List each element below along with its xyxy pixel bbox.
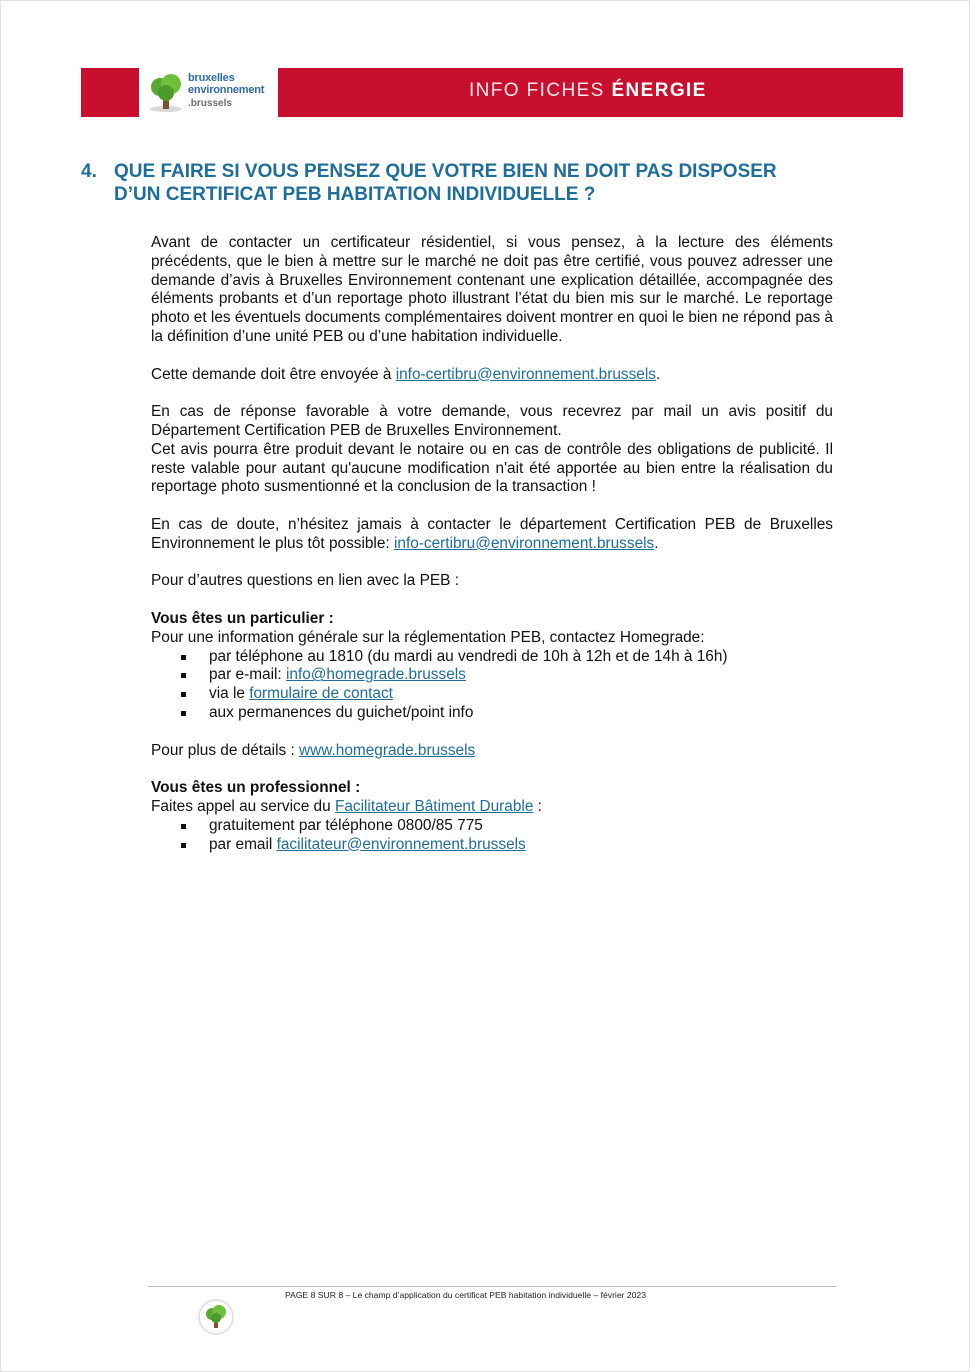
email-prefix: par e-mail: [209,666,286,684]
particulier-intro: Pour une information générale sur la réglementation PEB, contactez Homegrade: [151,628,705,646]
footer-divider [148,1286,836,1287]
doubt-suffix: . [654,534,659,552]
list-item-phone: par téléphone au 1810 (du mardi au vendredi de 10h à 12h et de 14h à 16h) [151,648,833,667]
logo-text-bruxelles: bruxelles [188,72,235,84]
send-suffix: . [655,365,661,383]
professionnel-heading: Vous êtes un professionnel : [151,779,361,797]
brand-logo [139,68,278,117]
particulier-list [151,648,833,723]
list-item-email [151,666,833,685]
facilitateur-email-link[interactable]: facilitateur@environnement.brussels [276,835,526,853]
other-questions: Pour d’autres questions en lien avec la PEB : [151,572,459,590]
validity-paragraph: Cet avis pourra être produit devant le notaire ou en cas de contrôle des obligations de publicité. Il reste valable pour autant qu'aucune modification n'ait été apportée au bien entre la réalisation du reportage photo susmentionné et la conclusion de la transaction ! [151,440,833,496]
body-content [151,234,833,854]
particulier-heading: Vous êtes un particulier : [151,609,334,627]
intro-paragraph: Avant de contacter un certificateur résidentiel, si vous pensez, à la lecture des éléments précédents, que le bien à mettre sur le marché ne doit pas être certifié, vous pouvez adresser une demande d’avis à Bruxelles Environnement contenant une explication détaillée, accompagnée des éléments probants et d’un reportage photo illustrant l’état du bien mis sur le marché. Le reportage photo et les éventuels documents complémentaires doivent montrer en quoi le bien ne répond pas à la définition d’une unité PEB ou d’une habitation individuelle. [151,234,833,345]
footer-text: PAGE 8 SUR 8 – Le champ d’application du certificat PEB habitation individuelle – février 2023 [285,1290,646,1300]
professionnel-list [151,817,833,855]
list-item-pro-email [151,836,833,855]
details-paragraph [151,742,833,761]
doubt-text: En cas de doute, n’hésitez jamais à contacter le département Certification PEB de Bruxelles Environnement le plus tôt possible: [151,515,833,552]
list-item-form [151,685,833,704]
list-item-pro-phone: gratuitement par téléphone 0800/85 775 [151,817,833,836]
section-title: QUE FAIRE SI VOUS PENSEZ QUE VOTRE BIEN NE DOIT PAS DISPOSER D’UN CERTIFICAT PEB HABITATION INDIVIDUELLE ? [114,161,777,205]
pro-email-prefix: par email [209,835,277,853]
list-item-permanences: aux permanences du guichet/point info [151,704,833,723]
section-heading [81,160,821,206]
send-prefix: Cette demande doit être envoyée à [151,365,396,383]
header-title-bold: ÉNERGIE [611,80,707,101]
pro-intro-suffix: : [533,797,542,815]
logo-text-environnement: environnement [188,84,265,96]
pro-intro-prefix: Faites appel au service du [151,797,335,815]
tree-logo-icon [147,71,185,113]
doubt-email-link[interactable]: info-certibru@environnement.brussels [393,534,655,552]
section-number: 4. [81,161,97,182]
logo-text-brussels: .brussels [188,98,232,109]
header-title [469,80,707,102]
homegrade-website-link[interactable]: www.homegrade.brussels [299,741,476,759]
favorable-paragraph: En cas de réponse favorable à votre demande, vous recevrez par mail un avis positif du Département Certification PEB de Bruxelles Environnement. [151,403,833,439]
details-prefix: Pour plus de détails : [151,741,300,759]
certibru-email-link[interactable]: info-certibru@environnement.brussels [395,365,656,383]
facilitateur-link[interactable]: Facilitateur Bâtiment Durable [334,797,534,815]
footer-tree-icon [197,1298,235,1336]
homegrade-email-link[interactable]: info@homegrade.brussels [285,666,466,684]
doubt-paragraph [151,516,833,554]
header-title-light: INFO FICHES [469,80,605,101]
professionnel-intro [151,798,833,817]
send-request-paragraph [151,366,833,385]
contact-form-link[interactable]: formulaire de contact [249,685,393,703]
form-prefix: via le [209,685,250,703]
